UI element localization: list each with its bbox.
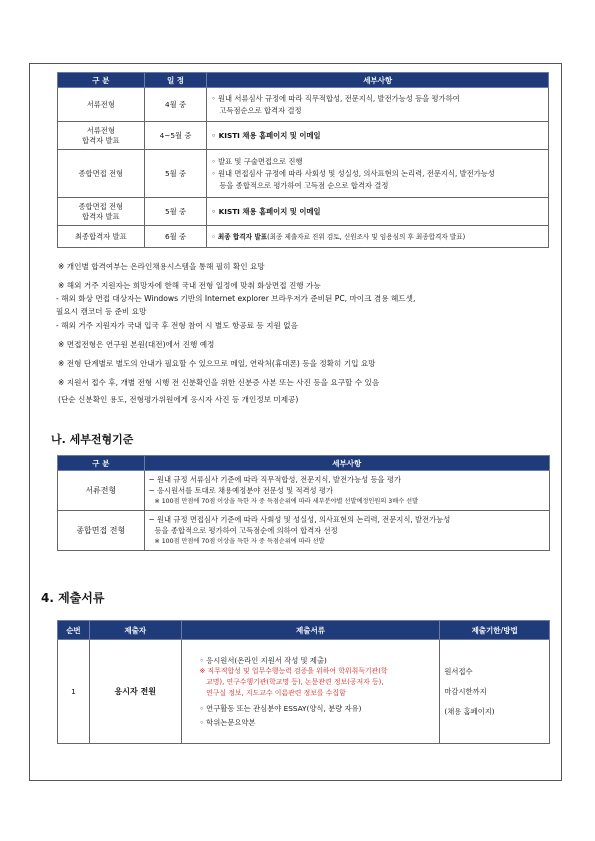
table-row (58, 226, 549, 248)
doc-item: ◦ 학위논문요약본 (199, 718, 256, 727)
header-no: 순번 (58, 621, 90, 640)
note-line: 필요시 캠코더 등 준비 요망 (56, 307, 147, 316)
detail-line: 등을 종합적으로 평가하여 고득점순에 의하여 합격자 선정 (154, 526, 338, 535)
section-title-documents: 4. 제출서류 (41, 591, 105, 605)
row-category: 서류전형 (58, 471, 145, 511)
detail-line: − 원내 규정 면접심사 기준에 따라 사회성 및 성실성, 의사표현의 논리력, 전문지식, 발전가능성 (148, 515, 451, 524)
header-documents: 제출서류 (181, 621, 440, 640)
row-submitter: 응시자 전원 (89, 640, 181, 744)
table-row (58, 471, 550, 511)
doc-item: ◦ 연구활동 또는 관심분야 ESSAY(양식, 분량 자유) (199, 704, 362, 713)
row-details (207, 150, 549, 198)
header-submitter: 제출자 (89, 621, 181, 640)
table-header (58, 73, 549, 88)
row-details (207, 226, 549, 248)
note-line: ※ 개인별 합격여부는 온라인채용시스템을 통해 필히 확인 요망 (58, 262, 265, 271)
table-header (58, 456, 550, 471)
detail-line: ◦ 발표 및 구술면접으로 진행 (211, 156, 303, 166)
section-title-criteria: 나. 세부전형기준 (51, 433, 134, 446)
deadline-line: (채용 홈페이지) (444, 706, 495, 716)
row-category: 서류전형 (58, 88, 145, 122)
detail-line: 등을 종합적으로 평가하여 고득점 순으로 합격자 결정 (219, 180, 389, 190)
row-category: 최종합격자 발표 (58, 226, 145, 248)
note-line: ※ 면접전형은 연구원 본원(대전)에서 진행 예정 (58, 340, 215, 349)
table-row (58, 511, 550, 551)
note-line: ※ 전형 단계별로 별도의 안내가 필요할 수 있으므로 메일, 연락처(휴대폰) 등을 정확히 기입 요망 (58, 359, 376, 368)
row-no: 1 (58, 640, 90, 744)
row-category: 서류전형 합격자 발표 (58, 122, 145, 150)
detail-line: ※ 100점 만점에 70점 이상을 득한 자 중 득점순위에 따라 세부분야별 선발예정인원의 3배수 선발 (154, 498, 419, 505)
row-schedule: 4~5월 중 (144, 122, 207, 150)
detail-line: − 원내 규정 서류심사 기준에 따라 직무적합성, 전문지식, 발전가능성 등을 평가 (148, 475, 402, 484)
note-line: (단순 신분확인 용도, 전형평가위원에게 응시자 사진 등 개인정보 미제공) (58, 395, 299, 404)
row-details (144, 511, 549, 551)
table-row (58, 640, 550, 744)
table-row (58, 122, 549, 150)
header-deadline: 제출기한/방법 (440, 621, 550, 640)
row-category: 종합면접 전형 (58, 150, 145, 198)
row-schedule: 6월 중 (144, 226, 207, 248)
header-schedule: 일 정 (144, 73, 207, 88)
detail-line: ◦ 원내 면접심사 규정에 따라 사회성 및 성실성, 의사표현의 논리력, 전문지식, 발전가능성 (211, 168, 495, 178)
row-details: ◦ KISTI 채용 홈페이지 및 이메일 (207, 198, 549, 226)
row-details (207, 88, 549, 122)
note-line: - 해외 거주 지원자가 국내 입국 후 전형 참여 시 별도 항공료 등 지원 없음 (56, 321, 298, 330)
detail-line: ◦ 원내 서류심사 규정에 따라 직무적합성, 전문지식, 발전가능성 등을 평가하여 (211, 93, 460, 103)
row-schedule: 5월 중 (144, 150, 207, 198)
schedule-table (57, 72, 549, 248)
row-details: ◦ KISTI 채용 홈페이지 및 이메일 (207, 122, 549, 150)
row-documents (181, 640, 440, 744)
header-details: 세부사항 (207, 73, 549, 88)
table-row (58, 150, 549, 198)
note-line: - 해외 화상 면접 대상자는 Windows 기반의 Internet explorer 브라우저가 준비된 PC, 마이크 겸용 헤드셋, (56, 294, 416, 303)
detail-line: ※ 100점 만점에 70점 이상을 득한 자 중 득점순위에 따라 선발 (154, 538, 325, 545)
table-row (58, 198, 549, 226)
detail-rest: (최종 제출자료 진위 검토, 신원조사 및 임용심의 후 최종합격자 발표) (267, 232, 466, 241)
header-category: 구 분 (58, 456, 145, 471)
table-header (58, 621, 550, 640)
detail-line: 고득점순으로 합격자 결정 (219, 105, 302, 115)
deadline-line: 원서접수 (444, 666, 473, 676)
row-schedule: 4월 중 (144, 88, 207, 122)
row-category: 종합면접 전형 합격자 발표 (58, 198, 145, 226)
doc-note-red: 연구실 정보, 지도교수 이름관련 정보를 수집함 (199, 689, 346, 697)
row-details (144, 471, 549, 511)
doc-note-red: ※ 직무적합성 및 업무수행능력 검증을 위하여 학위취득기관(학 (199, 667, 388, 675)
header-category: 구 분 (58, 73, 145, 88)
header-details: 세부사항 (144, 456, 549, 471)
row-deadline (440, 640, 550, 744)
doc-item: ◦ 응시원서(온라인 지원서 작성 및 제출) (199, 656, 327, 665)
table-row (58, 88, 549, 122)
detail-line: − 응시원서를 토대로 채용예정분야 전문성 및 적격성 평가 (148, 486, 334, 495)
documents-table (57, 620, 550, 744)
note-line: ※ 해외 거주 지원자는 희망자에 한해 국내 전형 일정에 맞춰 화상면접 진행 가능 (58, 281, 321, 290)
deadline-line: 마감시한까지 (444, 686, 487, 696)
criteria-table (57, 455, 550, 551)
row-category: 종합면접 전형 (58, 511, 145, 551)
note-line: ※ 지원서 접수 후, 개별 전형 시행 전 신분확인을 위한 신분증 사본 또는 사진 등을 요구할 수 있음 (58, 378, 380, 387)
row-schedule: 5월 중 (144, 198, 207, 226)
doc-note-red: 교명), 연구수행기관(학교명 등), 논문관련 정보(공저자 등), (199, 678, 384, 686)
detail-bold: ◦ 최종 합격자 발표 (211, 232, 268, 241)
